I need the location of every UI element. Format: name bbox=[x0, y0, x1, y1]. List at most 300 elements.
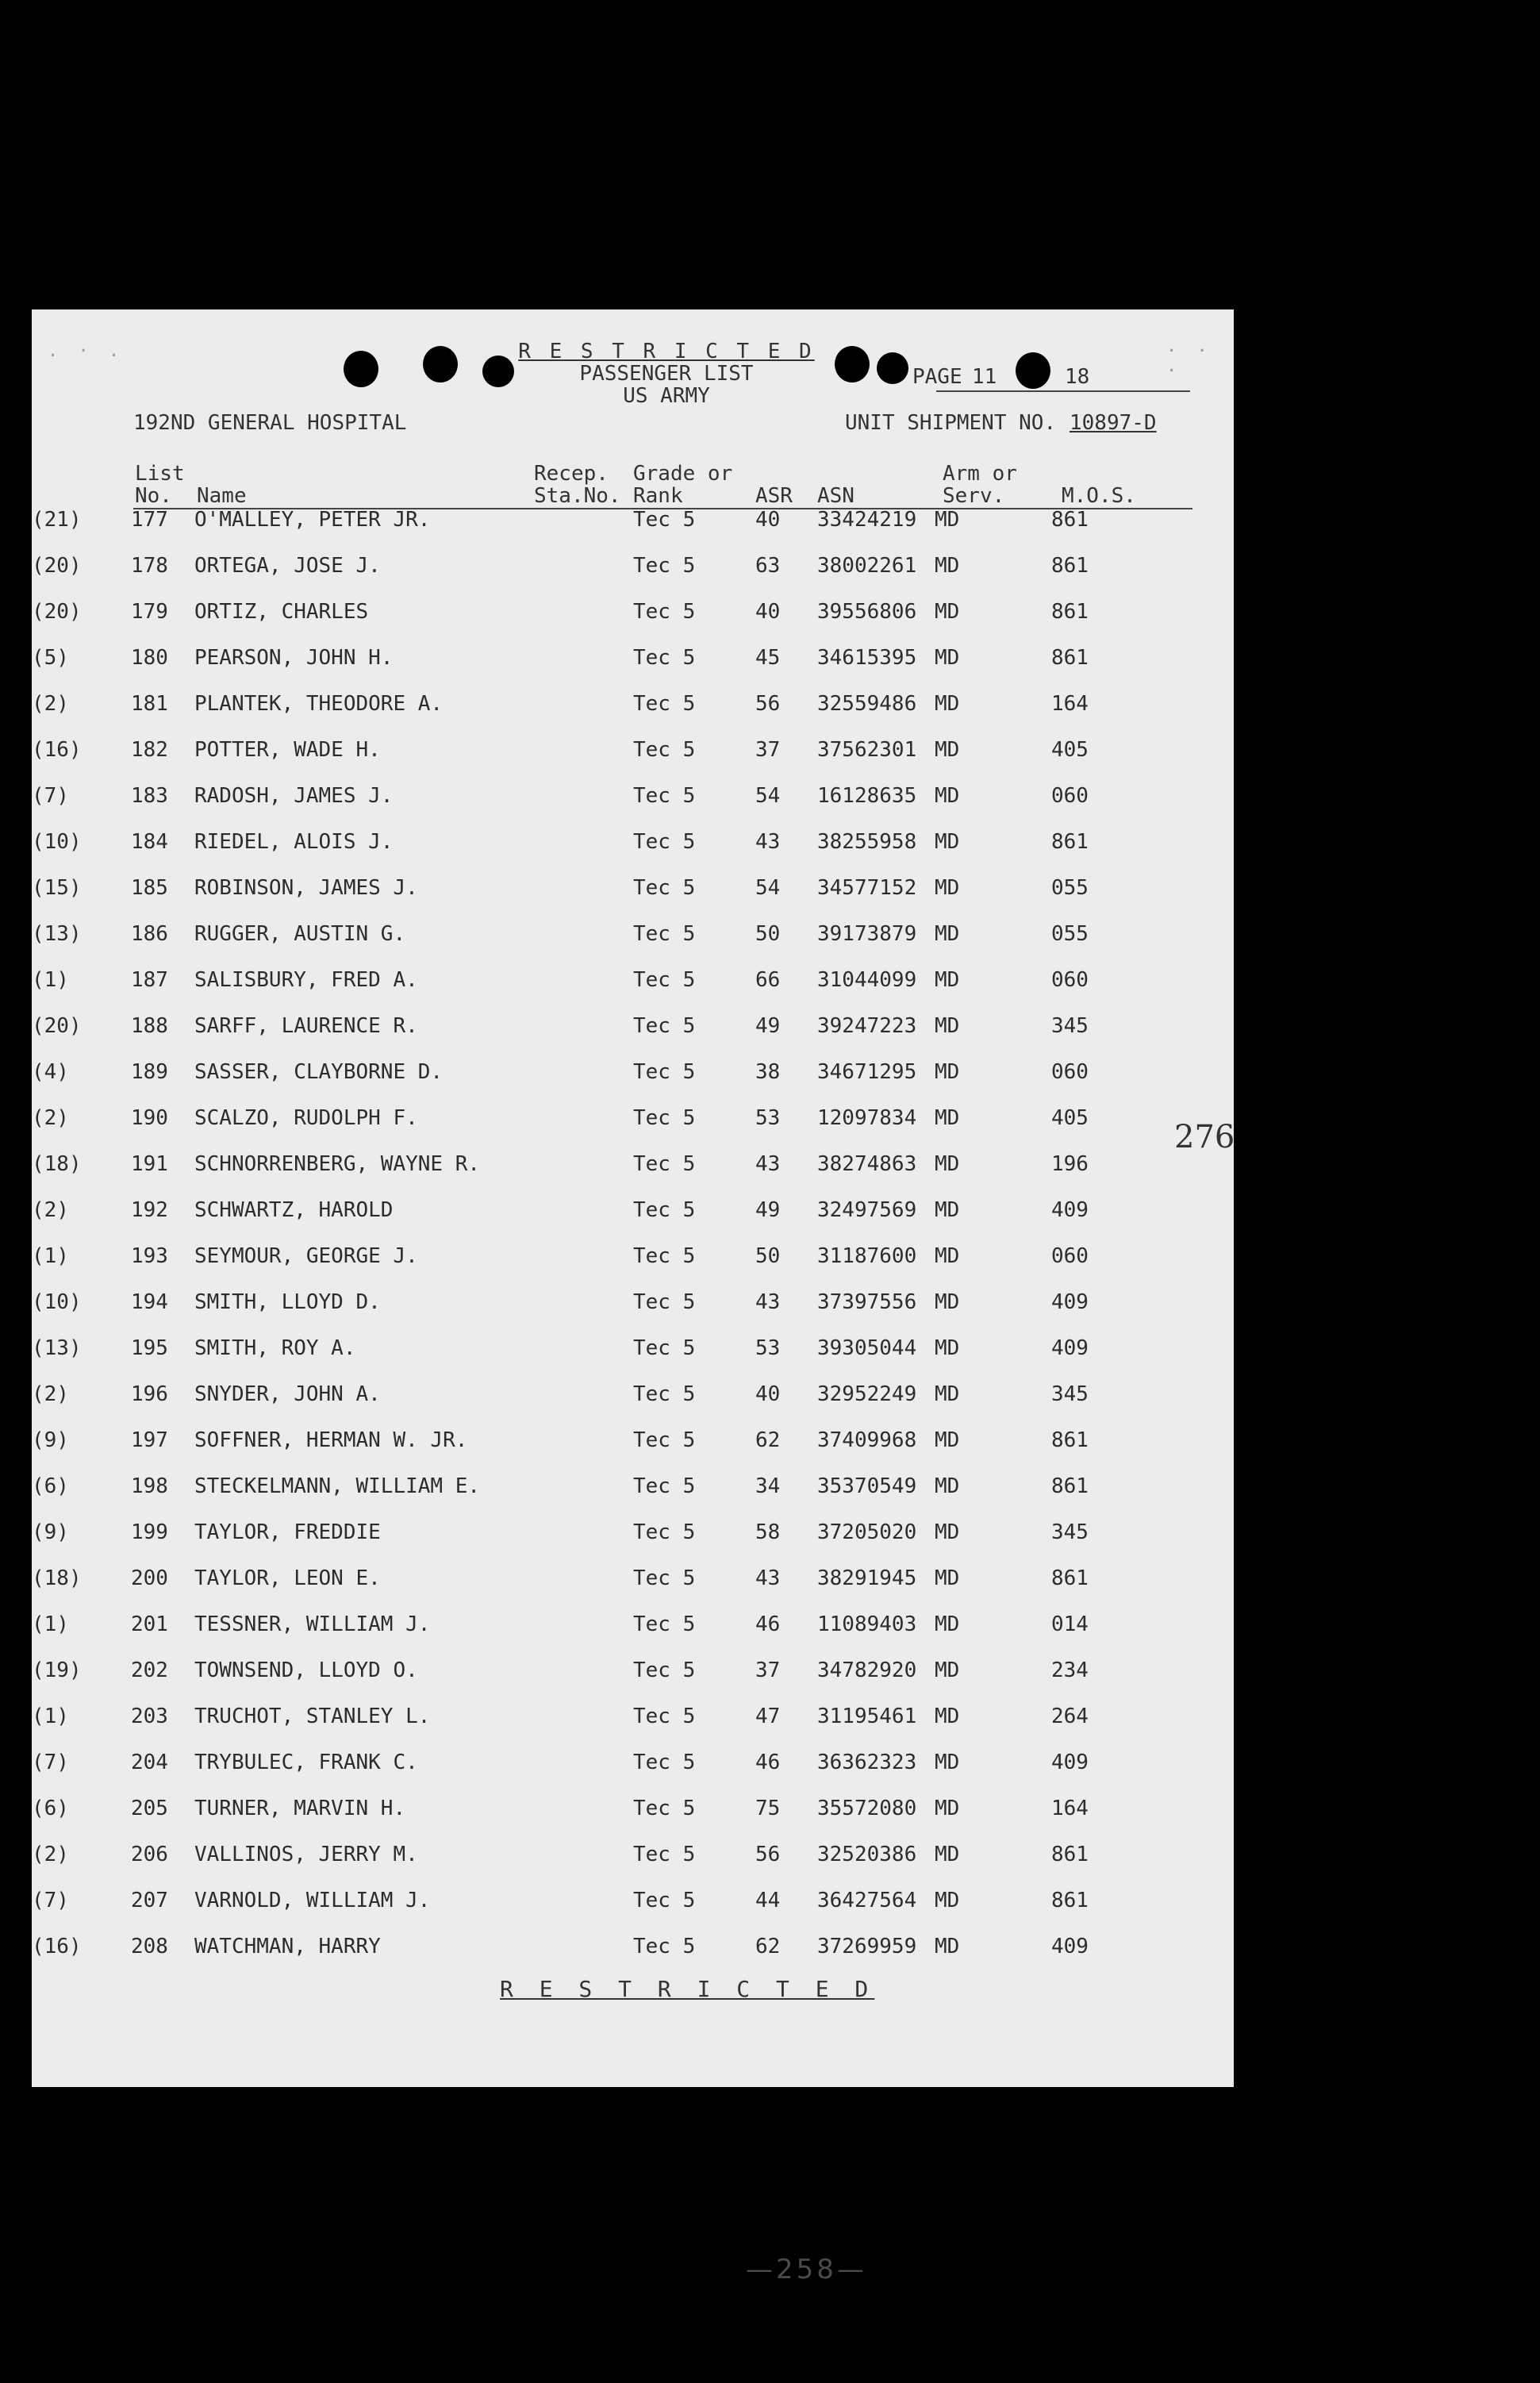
cell-name: TOWNSEND, LLOYD O. bbox=[194, 1658, 418, 1682]
cell-arm: MD bbox=[935, 600, 960, 624]
table-row bbox=[32, 1474, 1234, 1514]
cell-no: 207 bbox=[131, 1889, 168, 1912]
cell-grade: Tec 5 bbox=[633, 1060, 696, 1084]
cell-arm: MD bbox=[935, 1152, 960, 1176]
cell-name: VALLINOS, JERRY M. bbox=[194, 1843, 418, 1866]
cell-name: ROBINSON, JAMES J. bbox=[194, 876, 418, 900]
cell-recep: (19) bbox=[32, 1658, 82, 1682]
cell-grade: Tec 5 bbox=[633, 1474, 696, 1498]
cell-asn: 35370549 bbox=[817, 1474, 917, 1498]
cell-asr: 46 bbox=[755, 1751, 781, 1774]
cell-grade: Tec 5 bbox=[633, 1336, 696, 1360]
cell-mos: 164 bbox=[1051, 1797, 1089, 1820]
cell-recep: (21) bbox=[32, 508, 82, 532]
col-asn: ASN bbox=[817, 484, 854, 508]
cell-mos: 861 bbox=[1051, 1889, 1089, 1912]
cell-no: 185 bbox=[131, 876, 168, 900]
cell-grade: Tec 5 bbox=[633, 1198, 696, 1222]
cell-asr: 63 bbox=[755, 554, 781, 578]
cell-no: 188 bbox=[131, 1014, 168, 1038]
cell-name: SMITH, ROY A. bbox=[194, 1336, 356, 1360]
cell-asr: 54 bbox=[755, 876, 781, 900]
cell-asn: 32559486 bbox=[817, 692, 917, 716]
cell-no: 192 bbox=[131, 1198, 168, 1222]
cell-mos: 861 bbox=[1051, 600, 1089, 624]
cell-recep: (15) bbox=[32, 876, 82, 900]
cell-recep: (20) bbox=[32, 554, 82, 578]
document-page bbox=[32, 309, 1234, 2087]
cell-arm: MD bbox=[935, 1244, 960, 1268]
table-row bbox=[32, 600, 1234, 640]
cell-no: 202 bbox=[131, 1658, 168, 1682]
cell-asn: 37562301 bbox=[817, 738, 917, 762]
cell-no: 184 bbox=[131, 830, 168, 854]
cell-no: 199 bbox=[131, 1520, 168, 1544]
cell-mos: 861 bbox=[1051, 1474, 1089, 1498]
cell-no: 193 bbox=[131, 1244, 168, 1268]
cell-name: O'MALLEY, PETER JR. bbox=[194, 508, 431, 532]
cell-recep: (7) bbox=[32, 784, 69, 808]
cell-no: 189 bbox=[131, 1060, 168, 1084]
cell-grade: Tec 5 bbox=[633, 1290, 696, 1314]
cell-asr: 43 bbox=[755, 830, 781, 854]
cell-recep: (2) bbox=[32, 692, 69, 716]
table-row bbox=[32, 1705, 1234, 1744]
cell-asn: 39305044 bbox=[817, 1336, 917, 1360]
cell-arm: MD bbox=[935, 1336, 960, 1360]
table-row bbox=[32, 1014, 1234, 1054]
table-row bbox=[32, 646, 1234, 686]
cell-arm: MD bbox=[935, 692, 960, 716]
cell-asn: 39247223 bbox=[817, 1014, 917, 1038]
cell-arm: MD bbox=[935, 1014, 960, 1038]
cell-arm: MD bbox=[935, 554, 960, 578]
cell-recep: (2) bbox=[32, 1843, 69, 1866]
side-number: 276 bbox=[1174, 1119, 1235, 1155]
cell-no: 180 bbox=[131, 646, 168, 670]
cell-grade: Tec 5 bbox=[633, 1889, 696, 1912]
cell-recep: (9) bbox=[32, 1428, 69, 1452]
table-row bbox=[32, 508, 1234, 548]
cell-no: 179 bbox=[131, 600, 168, 624]
cell-mos: 861 bbox=[1051, 1428, 1089, 1452]
cell-no: 182 bbox=[131, 738, 168, 762]
table-row bbox=[32, 1382, 1234, 1422]
cell-no: 194 bbox=[131, 1290, 168, 1314]
table-row bbox=[32, 1843, 1234, 1882]
cell-arm: MD bbox=[935, 1658, 960, 1682]
col-arm: Serv. bbox=[943, 484, 1005, 508]
cell-no: 205 bbox=[131, 1797, 168, 1820]
col-grade-top: Grade or bbox=[633, 462, 733, 486]
cell-mos: 234 bbox=[1051, 1658, 1089, 1682]
cell-asn: 36362323 bbox=[817, 1751, 917, 1774]
cell-recep: (2) bbox=[32, 1198, 69, 1222]
cell-name: TAYLOR, LEON E. bbox=[194, 1566, 381, 1590]
cell-asn: 12097834 bbox=[817, 1106, 917, 1130]
cell-mos: 861 bbox=[1051, 1566, 1089, 1590]
cell-grade: Tec 5 bbox=[633, 646, 696, 670]
restricted-footer: R E S T R I C T E D bbox=[500, 1976, 875, 2002]
table-row bbox=[32, 1060, 1234, 1100]
cell-asr: 56 bbox=[755, 1843, 781, 1866]
punch-hole bbox=[1016, 352, 1050, 389]
cell-asn: 31187600 bbox=[817, 1244, 917, 1268]
cell-asn: 35572080 bbox=[817, 1797, 917, 1820]
cell-arm: MD bbox=[935, 508, 960, 532]
cell-no: 178 bbox=[131, 554, 168, 578]
shipment-number: 10897-D bbox=[1070, 411, 1157, 435]
cell-name: PEARSON, JOHN H. bbox=[194, 646, 394, 670]
cell-name: RUGGER, AUSTIN G. bbox=[194, 922, 406, 946]
cell-name: TURNER, MARVIN H. bbox=[194, 1797, 406, 1820]
cell-no: 191 bbox=[131, 1152, 168, 1176]
table-row bbox=[32, 1797, 1234, 1836]
shipment-label: UNIT SHIPMENT NO. bbox=[845, 411, 1057, 435]
edge-dots: . · . bbox=[48, 341, 125, 361]
cell-name: SOFFNER, HERMAN W. JR. bbox=[194, 1428, 468, 1452]
edge-dots: · · · bbox=[1166, 341, 1212, 381]
cell-asn: 34782920 bbox=[817, 1658, 917, 1682]
cell-name: SCHNORRENBERG, WAYNE R. bbox=[194, 1152, 481, 1176]
cell-name: SCHWARTZ, HAROLD bbox=[194, 1198, 394, 1222]
table-row bbox=[32, 1935, 1234, 1974]
cell-recep: (1) bbox=[32, 1705, 69, 1728]
cell-mos: 409 bbox=[1051, 1935, 1089, 1958]
cell-no: 190 bbox=[131, 1106, 168, 1130]
cell-name: TRUCHOT, STANLEY L. bbox=[194, 1705, 431, 1728]
cell-no: 177 bbox=[131, 508, 168, 532]
cell-no: 187 bbox=[131, 968, 168, 992]
cell-recep: (20) bbox=[32, 600, 82, 624]
cell-grade: Tec 5 bbox=[633, 738, 696, 762]
cell-name: POTTER, WADE H. bbox=[194, 738, 381, 762]
cell-arm: MD bbox=[935, 1290, 960, 1314]
cell-no: 198 bbox=[131, 1474, 168, 1498]
cell-grade: Tec 5 bbox=[633, 1566, 696, 1590]
cell-recep: (2) bbox=[32, 1106, 69, 1130]
cell-asr: 38 bbox=[755, 1060, 781, 1084]
page-number: 11 bbox=[972, 365, 997, 389]
cell-grade: Tec 5 bbox=[633, 1382, 696, 1406]
cell-mos: 345 bbox=[1051, 1382, 1089, 1406]
cell-mos: 861 bbox=[1051, 646, 1089, 670]
cell-grade: Tec 5 bbox=[633, 968, 696, 992]
cell-arm: MD bbox=[935, 1474, 960, 1498]
col-list-no: No. bbox=[135, 484, 172, 508]
cell-mos: 409 bbox=[1051, 1751, 1089, 1774]
punch-hole bbox=[344, 351, 378, 387]
cell-asn: 37409968 bbox=[817, 1428, 917, 1452]
cell-asn: 38002261 bbox=[817, 554, 917, 578]
cell-asn: 38255958 bbox=[817, 830, 917, 854]
cell-mos: 405 bbox=[1051, 1106, 1089, 1130]
col-recep: Sta.No. bbox=[534, 484, 621, 508]
cell-recep: (1) bbox=[32, 968, 69, 992]
cell-name: ORTIZ, CHARLES bbox=[194, 600, 369, 624]
cell-asr: 37 bbox=[755, 1658, 781, 1682]
cell-recep: (10) bbox=[32, 1290, 82, 1314]
cell-arm: MD bbox=[935, 1705, 960, 1728]
cell-asr: 37 bbox=[755, 738, 781, 762]
cell-mos: 014 bbox=[1051, 1612, 1089, 1636]
cell-arm: MD bbox=[935, 922, 960, 946]
cell-arm: MD bbox=[935, 1428, 960, 1452]
cell-asr: 47 bbox=[755, 1705, 781, 1728]
cell-no: 201 bbox=[131, 1612, 168, 1636]
cell-recep: (6) bbox=[32, 1474, 69, 1498]
cell-no: 206 bbox=[131, 1843, 168, 1866]
cell-mos: 060 bbox=[1051, 784, 1089, 808]
cell-asn: 39173879 bbox=[817, 922, 917, 946]
table-row bbox=[32, 738, 1234, 778]
cell-recep: (13) bbox=[32, 1336, 82, 1360]
cell-name: STECKELMANN, WILLIAM E. bbox=[194, 1474, 481, 1498]
cell-recep: (4) bbox=[32, 1060, 69, 1084]
table-row bbox=[32, 1658, 1234, 1698]
table-row bbox=[32, 922, 1234, 962]
cell-name: SEYMOUR, GEORGE J. bbox=[194, 1244, 418, 1268]
document-subtitle: US ARMY bbox=[623, 384, 710, 408]
cell-grade: Tec 5 bbox=[633, 830, 696, 854]
cell-mos: 055 bbox=[1051, 876, 1089, 900]
cell-asn: 36427564 bbox=[817, 1889, 917, 1912]
table-row bbox=[32, 1106, 1234, 1146]
cell-name: WATCHMAN, HARRY bbox=[194, 1935, 381, 1958]
table-row bbox=[32, 1520, 1234, 1560]
cell-grade: Tec 5 bbox=[633, 508, 696, 532]
restricted-header: R E S T R I C T E D bbox=[518, 340, 815, 363]
table-row bbox=[32, 554, 1234, 594]
cell-recep: (5) bbox=[32, 646, 69, 670]
cell-asn: 34577152 bbox=[817, 876, 917, 900]
cell-asn: 33424219 bbox=[817, 508, 917, 532]
cell-mos: 060 bbox=[1051, 1060, 1089, 1084]
table-row bbox=[32, 692, 1234, 732]
col-recep-top: Recep. bbox=[534, 462, 609, 486]
cell-grade: Tec 5 bbox=[633, 1014, 696, 1038]
col-grade: Rank bbox=[633, 484, 683, 508]
table-row bbox=[32, 1889, 1234, 1928]
cell-no: 183 bbox=[131, 784, 168, 808]
cell-asr: 66 bbox=[755, 968, 781, 992]
cell-name: TRYBULEC, FRANK C. bbox=[194, 1751, 418, 1774]
cell-arm: MD bbox=[935, 738, 960, 762]
unit-name: 192ND GENERAL HOSPITAL bbox=[133, 411, 407, 435]
cell-asr: 44 bbox=[755, 1889, 781, 1912]
cell-grade: Tec 5 bbox=[633, 1705, 696, 1728]
cell-asr: 49 bbox=[755, 1014, 781, 1038]
cell-mos: 861 bbox=[1051, 1843, 1089, 1866]
cell-grade: Tec 5 bbox=[633, 1935, 696, 1958]
cell-mos: 409 bbox=[1051, 1336, 1089, 1360]
cell-no: 200 bbox=[131, 1566, 168, 1590]
cell-asn: 31044099 bbox=[817, 968, 917, 992]
cell-asn: 16128635 bbox=[817, 784, 917, 808]
table-row bbox=[32, 1290, 1234, 1330]
cell-asr: 49 bbox=[755, 1198, 781, 1222]
cell-recep: (18) bbox=[32, 1152, 82, 1176]
cell-asr: 58 bbox=[755, 1520, 781, 1544]
table-row bbox=[32, 784, 1234, 824]
cell-arm: MD bbox=[935, 646, 960, 670]
cell-recep: (2) bbox=[32, 1382, 69, 1406]
cell-recep: (7) bbox=[32, 1889, 69, 1912]
cell-asn: 34671295 bbox=[817, 1060, 917, 1084]
cell-arm: MD bbox=[935, 876, 960, 900]
cell-arm: MD bbox=[935, 784, 960, 808]
cell-grade: Tec 5 bbox=[633, 1612, 696, 1636]
cell-recep: (13) bbox=[32, 922, 82, 946]
cell-name: SNYDER, JOHN A. bbox=[194, 1382, 381, 1406]
cell-no: 196 bbox=[131, 1382, 168, 1406]
cell-asr: 50 bbox=[755, 922, 781, 946]
cell-asn: 32520386 bbox=[817, 1843, 917, 1866]
cell-grade: Tec 5 bbox=[633, 1244, 696, 1268]
cell-grade: Tec 5 bbox=[633, 1428, 696, 1452]
cell-name: RIEDEL, ALOIS J. bbox=[194, 830, 394, 854]
cell-name: TAYLOR, FREDDIE bbox=[194, 1520, 381, 1544]
cell-no: 204 bbox=[131, 1751, 168, 1774]
cell-arm: MD bbox=[935, 1889, 960, 1912]
table-row bbox=[32, 968, 1234, 1008]
table-row bbox=[32, 1612, 1234, 1652]
cell-name: ORTEGA, JOSE J. bbox=[194, 554, 381, 578]
cell-arm: MD bbox=[935, 968, 960, 992]
cell-arm: MD bbox=[935, 1797, 960, 1820]
cell-mos: 164 bbox=[1051, 692, 1089, 716]
cell-asr: 40 bbox=[755, 600, 781, 624]
page-total: 18 bbox=[1065, 365, 1090, 389]
cell-no: 208 bbox=[131, 1935, 168, 1958]
cell-no: 203 bbox=[131, 1705, 168, 1728]
cell-recep: (16) bbox=[32, 1935, 82, 1958]
cell-grade: Tec 5 bbox=[633, 692, 696, 716]
cell-grade: Tec 5 bbox=[633, 600, 696, 624]
cell-mos: 060 bbox=[1051, 1244, 1089, 1268]
col-list-top: List bbox=[135, 462, 185, 486]
cell-recep: (1) bbox=[32, 1244, 69, 1268]
cell-mos: 409 bbox=[1051, 1290, 1089, 1314]
cell-asr: 40 bbox=[755, 508, 781, 532]
table-row bbox=[32, 1751, 1234, 1790]
cell-asr: 56 bbox=[755, 692, 781, 716]
cell-no: 186 bbox=[131, 922, 168, 946]
document-title: PASSENGER LIST bbox=[579, 362, 754, 386]
pencil-note: —258— bbox=[746, 2254, 867, 2285]
cell-asr: 43 bbox=[755, 1290, 781, 1314]
cell-name: SMITH, LLOYD D. bbox=[194, 1290, 381, 1314]
cell-recep: (1) bbox=[32, 1612, 69, 1636]
cell-arm: MD bbox=[935, 830, 960, 854]
cell-arm: MD bbox=[935, 1566, 960, 1590]
cell-arm: MD bbox=[935, 1382, 960, 1406]
cell-grade: Tec 5 bbox=[633, 784, 696, 808]
cell-mos: 345 bbox=[1051, 1520, 1089, 1544]
cell-arm: MD bbox=[935, 1935, 960, 1958]
cell-asr: 46 bbox=[755, 1612, 781, 1636]
cell-recep: (18) bbox=[32, 1566, 82, 1590]
cell-asn: 38274863 bbox=[817, 1152, 917, 1176]
table-row bbox=[32, 1152, 1234, 1192]
cell-mos: 055 bbox=[1051, 922, 1089, 946]
cell-grade: Tec 5 bbox=[633, 1520, 696, 1544]
cell-asr: 75 bbox=[755, 1797, 781, 1820]
table-row bbox=[32, 1336, 1234, 1376]
table-row bbox=[32, 1428, 1234, 1468]
cell-mos: 196 bbox=[1051, 1152, 1089, 1176]
table-row bbox=[32, 1566, 1234, 1606]
cell-name: SALISBURY, FRED A. bbox=[194, 968, 418, 992]
cell-asn: 34615395 bbox=[817, 646, 917, 670]
cell-mos: 345 bbox=[1051, 1014, 1089, 1038]
cell-name: SCALZO, RUDOLPH F. bbox=[194, 1106, 418, 1130]
cell-mos: 861 bbox=[1051, 554, 1089, 578]
page-underline bbox=[936, 390, 1190, 392]
cell-asr: 40 bbox=[755, 1382, 781, 1406]
cell-mos: 409 bbox=[1051, 1198, 1089, 1222]
table-row bbox=[32, 830, 1234, 870]
col-arm-top: Arm or bbox=[943, 462, 1017, 486]
cell-grade: Tec 5 bbox=[633, 1843, 696, 1866]
cell-mos: 060 bbox=[1051, 968, 1089, 992]
cell-grade: Tec 5 bbox=[633, 876, 696, 900]
cell-grade: Tec 5 bbox=[633, 1152, 696, 1176]
cell-name: SASSER, CLAYBORNE D. bbox=[194, 1060, 444, 1084]
cell-asn: 31195461 bbox=[817, 1705, 917, 1728]
cell-asr: 62 bbox=[755, 1935, 781, 1958]
cell-grade: Tec 5 bbox=[633, 922, 696, 946]
cell-asr: 45 bbox=[755, 646, 781, 670]
cell-recep: (9) bbox=[32, 1520, 69, 1544]
cell-asn: 11089403 bbox=[817, 1612, 917, 1636]
cell-asn: 37205020 bbox=[817, 1520, 917, 1544]
cell-asr: 43 bbox=[755, 1566, 781, 1590]
cell-asr: 54 bbox=[755, 784, 781, 808]
cell-asn: 37269959 bbox=[817, 1935, 917, 1958]
cell-name: SARFF, LAURENCE R. bbox=[194, 1014, 418, 1038]
cell-no: 195 bbox=[131, 1336, 168, 1360]
cell-recep: (7) bbox=[32, 1751, 69, 1774]
cell-arm: MD bbox=[935, 1612, 960, 1636]
cell-asr: 43 bbox=[755, 1152, 781, 1176]
cell-no: 197 bbox=[131, 1428, 168, 1452]
cell-asn: 37397556 bbox=[817, 1290, 917, 1314]
cell-asn: 32497569 bbox=[817, 1198, 917, 1222]
cell-asr: 53 bbox=[755, 1106, 781, 1130]
col-mos: M.O.S. bbox=[1062, 484, 1136, 508]
cell-mos: 861 bbox=[1051, 830, 1089, 854]
table-row bbox=[32, 876, 1234, 916]
cell-mos: 405 bbox=[1051, 738, 1089, 762]
cell-arm: MD bbox=[935, 1843, 960, 1866]
cell-asr: 50 bbox=[755, 1244, 781, 1268]
cell-name: RADOSH, JAMES J. bbox=[194, 784, 394, 808]
cell-name: PLANTEK, THEODORE A. bbox=[194, 692, 444, 716]
cell-arm: MD bbox=[935, 1751, 960, 1774]
cell-arm: MD bbox=[935, 1520, 960, 1544]
cell-mos: 861 bbox=[1051, 508, 1089, 532]
cell-arm: MD bbox=[935, 1198, 960, 1222]
cell-asn: 39556806 bbox=[817, 600, 917, 624]
cell-grade: Tec 5 bbox=[633, 554, 696, 578]
cell-arm: MD bbox=[935, 1060, 960, 1084]
cell-mos: 264 bbox=[1051, 1705, 1089, 1728]
cell-asn: 32952249 bbox=[817, 1382, 917, 1406]
cell-name: TESSNER, WILLIAM J. bbox=[194, 1612, 431, 1636]
cell-arm: MD bbox=[935, 1106, 960, 1130]
cell-grade: Tec 5 bbox=[633, 1797, 696, 1820]
